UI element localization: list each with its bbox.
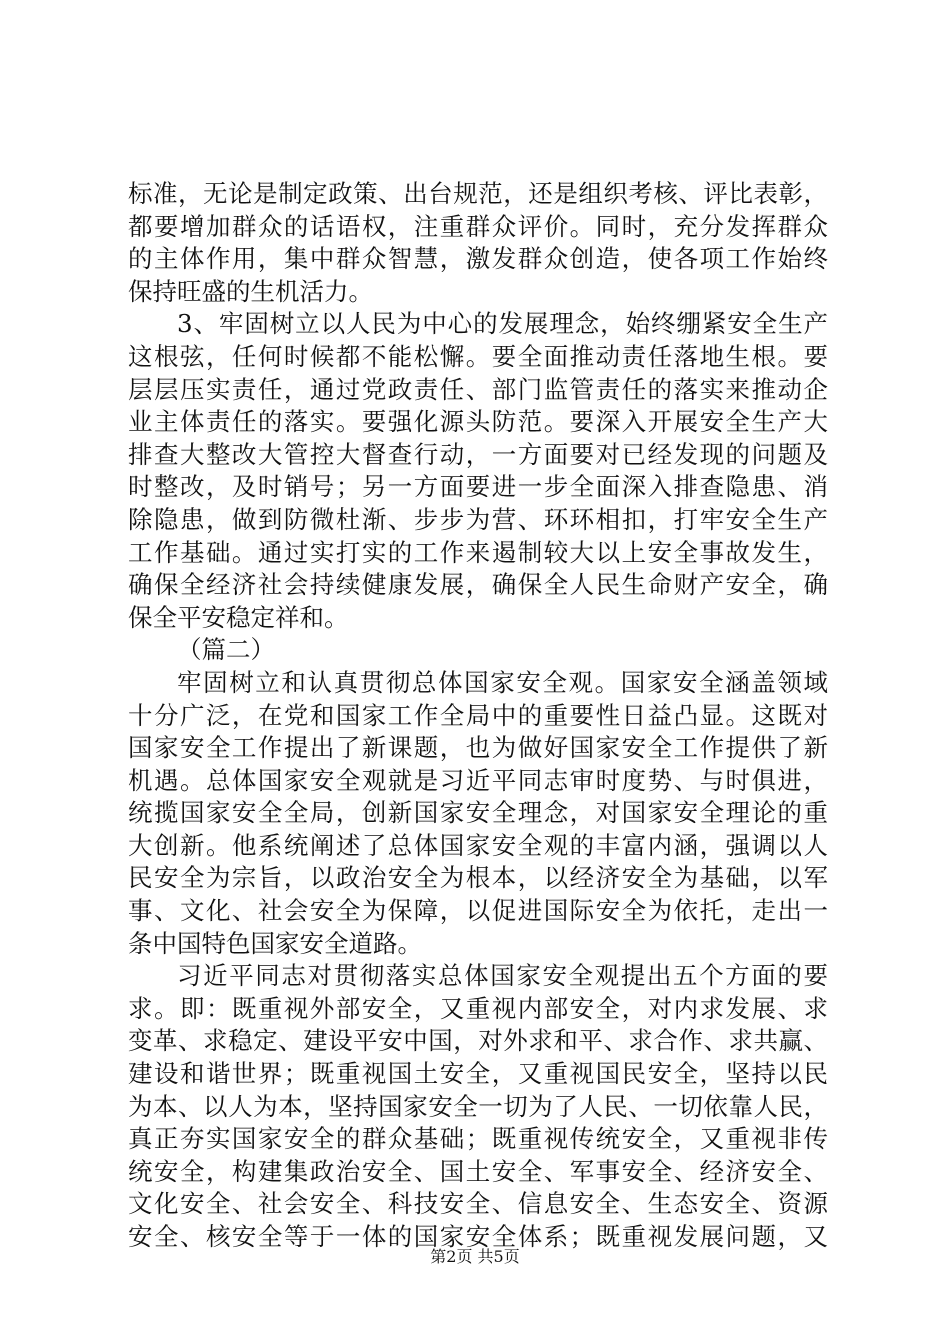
paragraph <box>128 667 828 960</box>
document-body <box>128 178 828 1254</box>
text-line: 机遇。总体国家安全观就是习近平同志审时度势、与时俱进， <box>128 765 828 795</box>
text-line: 十分广泛，在党和国家工作全局中的重要性日益凸显。这既对 <box>128 700 828 730</box>
text-line: 除隐患，做到防微杜渐、步步为营、环环相扣，打牢安全生产 <box>128 504 828 534</box>
text-line: 习近平同志对贯彻落实总体国家安全观提出五个方面的要 <box>177 961 828 991</box>
text-line: 排查大整改大管控大督查行动，一方面要对已经发现的问题及 <box>128 439 828 469</box>
page-number: 第2页 共5页 <box>430 1247 520 1266</box>
text-line: 民安全为宗旨，以政治安全为根本，以经济安全为基础，以军 <box>128 863 828 893</box>
text-line: 层层压实责任，通过党政责任、部门监管责任的落实来推动企 <box>128 374 828 404</box>
text-line: 国家安全工作提出了新课题，也为做好国家安全工作提供了新 <box>128 733 828 763</box>
text-line: 标准，无论是制定政策、出台规范，还是组织考核、评比表彰， <box>128 179 828 208</box>
text-line: 时整改，及时销号；另一方面要进一步全面深入排查隐患、消 <box>128 472 828 502</box>
text-line: 统揽国家安全全局，创新国家安全理念，对国家安全理论的重 <box>128 798 828 828</box>
text-line: 事、文化、社会安全为保障，以促进国际安全为依托，走出一 <box>128 896 828 926</box>
paragraph <box>128 960 828 1253</box>
text-line: 变革、求稳定、建设平安中国，对外求和平、求合作、求共赢、 <box>128 1026 828 1056</box>
text-line: 牢固树立和认真贯彻总体国家安全观。国家安全涵盖领域 <box>177 667 828 697</box>
text-line: 文化安全、社会安全、科技安全、信息安全、生态安全、资源 <box>128 1189 828 1219</box>
text-line: 安全、核安全等于一体的国家安全体系；既重视发展问题，又 <box>128 1222 828 1251</box>
paragraph <box>128 178 828 308</box>
text-line: 这根弦，任何时候都不能松懈。要全面推动责任落地生根。要 <box>128 341 828 371</box>
text-line: 大创新。他系统阐述了总体国家安全观的丰富内涵，强调以人 <box>128 830 828 860</box>
text-line: 确保全经济社会持续健康发展，确保全人民生命财产安全，确 <box>128 570 828 600</box>
text-line: 保持旺盛的生机活力。 <box>128 276 373 306</box>
text-line: 条中国特色国家安全道路。 <box>128 928 422 958</box>
section-heading <box>128 634 828 667</box>
text-line: 求。即：既重视外部安全，又重视内部安全，对内求发展、求 <box>128 993 828 1023</box>
text-line: 工作基础。通过实打实的工作来遏制较大以上安全事故发生， <box>128 537 828 567</box>
text-line: 都要增加群众的话语权，注重群众评价。同时，充分发挥群众 <box>128 211 828 241</box>
section-heading-text: （篇二） <box>177 635 275 665</box>
text-line: 业主体责任的落实。要强化源头防范。要深入开展安全生产大 <box>128 407 828 437</box>
text-line: 保全平安稳定祥和。 <box>128 602 349 632</box>
text-line: 的主体作用，集中群众智慧，激发群众创造，使各项工作始终 <box>128 244 828 274</box>
text-line: 建设和谐世界；既重视国土安全，又重视国民安全，坚持以民 <box>128 1059 828 1089</box>
text-line: 3、牢固树立以人民为中心的发展理念，始终绷紧安全生产 <box>177 309 828 339</box>
text-line: 真正夯实国家安全的群众基础；既重视传统安全，又重视非传 <box>128 1124 828 1154</box>
paragraph <box>128 308 828 634</box>
text-line: 统安全，构建集政治安全、国土安全、军事安全、经济安全、 <box>128 1156 828 1186</box>
page-footer <box>0 1247 950 1267</box>
text-line: 为本、以人为本，坚持国家安全一切为了人民、一切依靠人民， <box>128 1091 828 1121</box>
